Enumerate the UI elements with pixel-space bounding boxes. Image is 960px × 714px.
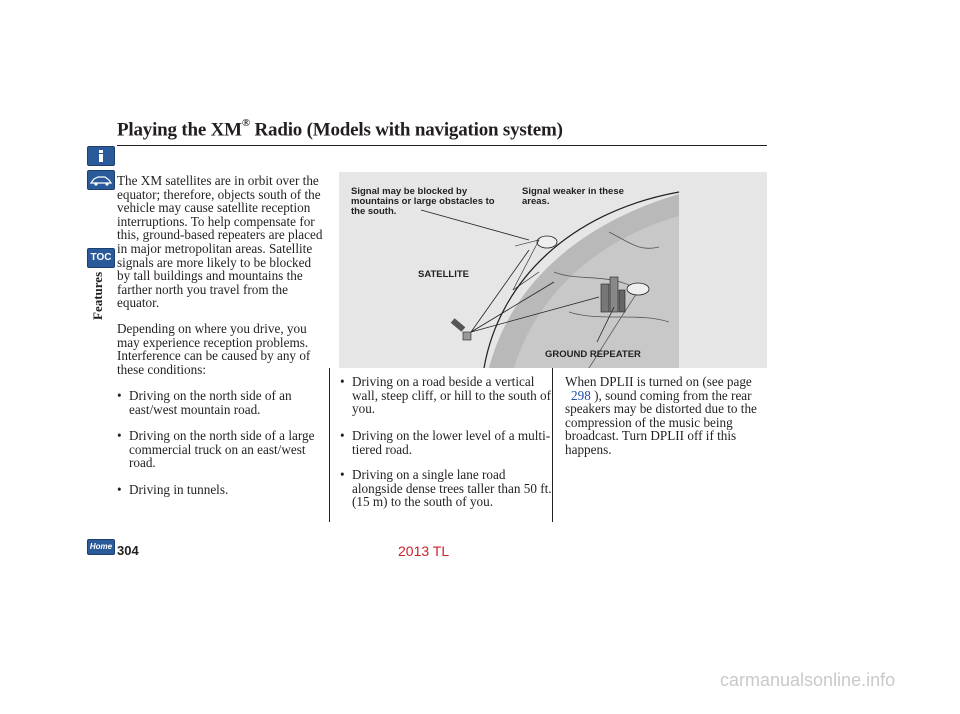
page-link[interactable]: 298	[571, 387, 591, 403]
list-item	[117, 429, 319, 470]
title-text: Playing the XM	[117, 119, 242, 141]
bullet-dot: •	[117, 388, 122, 403]
list-item-text: Driving on the north side of an east/west mountain road.	[129, 388, 292, 417]
info-icon[interactable]	[87, 146, 115, 166]
label-ground-repeater: GROUND REPEATER	[545, 349, 641, 360]
dplii-text-rest: ), sound coming from the rear speakers may be distorted due to the compression of the music being broadcast. Turn DPLII off if this happens.	[565, 387, 757, 457]
column-divider	[329, 368, 330, 522]
conditions-paragraph: Depending on where you drive, you may experience reception problems. Interference can be caused by any of these conditions:	[117, 321, 311, 377]
page-number: 304	[117, 543, 139, 558]
dplii-paragraph	[565, 375, 770, 457]
list-item	[340, 468, 557, 509]
list-item-text: Driving on a single lane road alongside dense trees taller than 50 ft. (15 m) to the south of you.	[352, 467, 552, 510]
intro-paragraph: The XM satellites are in orbit over the equator; therefore, objects south of the vehicle may cause satellite reception interruptions. To help compensate for this, ground-based repeaters are placed in major metropolitan areas. Satellite signals are more likely to be blocked by tall buildings and mountains the farther north you travel from the equator.	[117, 173, 323, 311]
home-button[interactable]: Home	[87, 539, 115, 555]
bullet-dot: •	[340, 374, 345, 389]
toc-label: TOC	[90, 252, 112, 263]
title-text-rest: Radio (Models with navigation system)	[249, 119, 563, 141]
list-item-text: Driving in tunnels.	[129, 482, 229, 497]
list-item	[340, 375, 557, 416]
bullet-dot: •	[340, 428, 345, 443]
list-item-text: Driving on a road beside a vertical wall, steep cliff, or hill to the south of you.	[352, 374, 551, 417]
list-item	[340, 429, 557, 456]
watermark: carmanualsonline.info	[720, 670, 896, 690]
page-title	[117, 119, 563, 141]
registered-mark: ®	[241, 117, 250, 129]
title-rule	[117, 145, 767, 146]
car-icon[interactable]	[87, 170, 115, 190]
label-blocked: Signal may be blocked by mountains or large obstacles to the south.	[351, 186, 495, 217]
section-label: Features	[90, 271, 105, 320]
toc-button[interactable]	[87, 248, 115, 268]
list-item-text: Driving on the north side of a large commercial truck on an east/west road.	[129, 428, 315, 471]
label-satellite: SATELLITE	[418, 269, 470, 280]
list-item	[117, 483, 319, 497]
bullet-dot: •	[340, 467, 345, 482]
xm-signal-figure	[339, 172, 767, 368]
bullet-dot: •	[117, 482, 122, 497]
bullet-dot: •	[117, 428, 122, 443]
dplii-text-start: When DPLII is turned on (see page	[565, 374, 752, 389]
list-item	[117, 389, 319, 416]
list-item-text: Driving on the lower level of a multi-tiered road.	[352, 428, 551, 457]
model-label: 2013 TL	[398, 543, 450, 559]
label-weaker: Signal weaker in these areas.	[522, 186, 624, 207]
